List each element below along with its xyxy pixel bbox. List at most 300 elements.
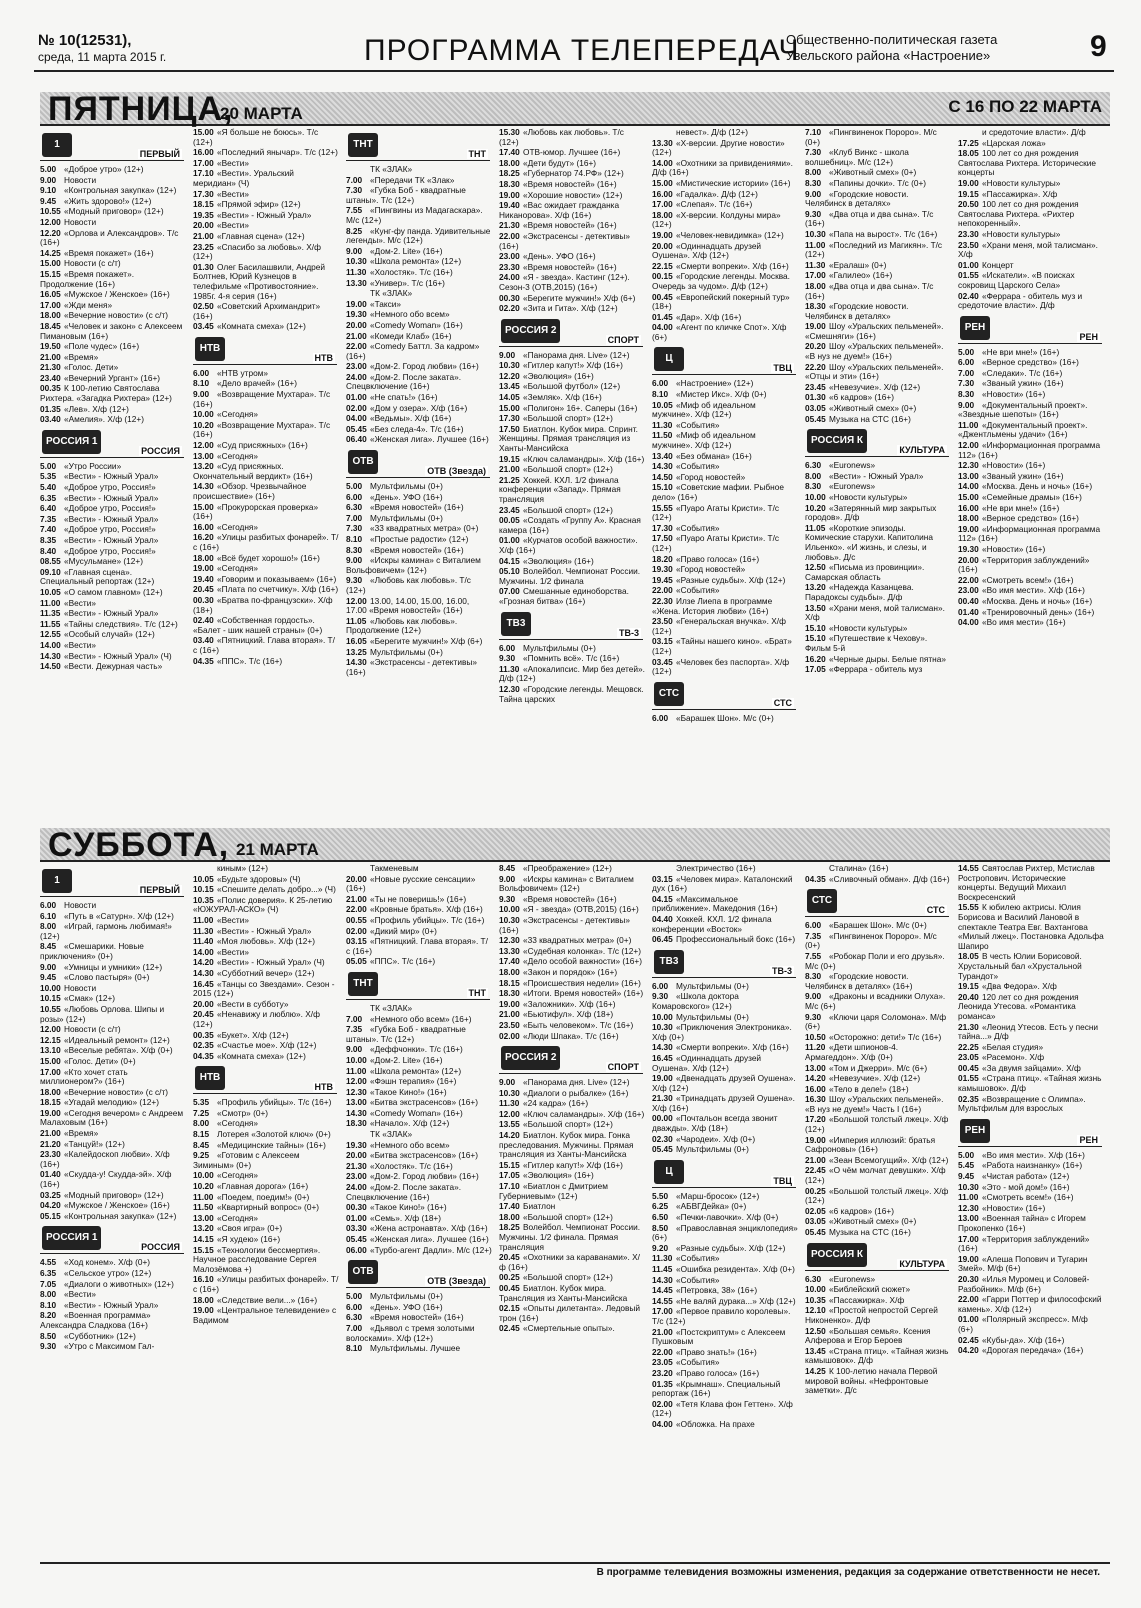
program-listing — [40, 599, 186, 609]
program-listing — [805, 1013, 951, 1032]
program-time: 11.05 — [805, 522, 826, 533]
program-title: Мультфильмы (0+) — [370, 512, 443, 523]
program-time: 5.00 — [40, 460, 57, 471]
program-title: «Черные дыры. Белые пятна» — [829, 653, 946, 664]
program-listing — [40, 609, 186, 619]
program-title: «Я - звезда». Кастинг (12+). Сезон-3 (ОТВ,2015) (16+) — [499, 272, 630, 292]
program-listing — [499, 1284, 645, 1303]
program-title: «Сегодня» — [217, 1170, 259, 1181]
program-time: 11.05 — [346, 615, 367, 626]
program-title: К 100-летию начала Первой мировой войны. «Нефронтовые заметки». Д/с — [805, 1365, 938, 1396]
program-listing — [346, 186, 492, 205]
program-title: «Первое правило королевы». Т/с (12+) — [652, 1306, 791, 1326]
program-time: 03.45 — [652, 656, 673, 667]
program-listing — [346, 546, 492, 556]
program-time: 22.00 — [652, 585, 673, 596]
program-time: 15.55 — [958, 902, 979, 913]
program-listing — [805, 634, 951, 653]
program-time: 7.25 — [193, 1107, 210, 1118]
program-time: 15.00 — [499, 402, 520, 413]
program-listing — [193, 896, 339, 915]
program-listing — [652, 714, 798, 724]
program-title: «За двумя зайцами». Х/ф — [982, 1062, 1081, 1073]
program-listing — [346, 425, 492, 435]
program-listing — [805, 1095, 951, 1114]
program-title: «Галилео» (16+) — [829, 270, 893, 281]
program-title: Лотерея «Золотой ключ» (0+) — [217, 1129, 331, 1140]
program-title: «Большой спорт» (12+) — [523, 504, 613, 515]
program-title: Олег Басилашвили, Андрей Болтнев, Юрий Кузнецов в телефильме «Противостояние». 1985г. 4-я серия (16+) — [193, 261, 326, 301]
program-time: 8.10 — [652, 389, 669, 400]
program-time: 05.45 — [346, 423, 367, 434]
program-time: 21.00 — [499, 464, 520, 475]
program-listing — [652, 1369, 798, 1379]
program-title: «Утро с Максимом Гал- — [64, 1341, 155, 1352]
channel-name: ПЕРВЫЙ — [139, 885, 180, 895]
program-listing — [346, 435, 492, 445]
program-title: «Своя игра» (0+) — [217, 1223, 283, 1234]
program-listing — [193, 379, 339, 389]
program-time: 13.20 — [193, 1223, 214, 1234]
program-listing — [958, 401, 1104, 420]
channel-logo-mark: РОССИЯ К — [807, 429, 867, 453]
program-time: 21.30 — [346, 1160, 367, 1171]
program-listing — [40, 1046, 186, 1056]
program-title: «Не спать!» (16+) — [370, 392, 438, 403]
program-title: «Это - мой дом!» (16+) — [982, 1181, 1070, 1192]
program-time: 08.55 — [40, 556, 61, 567]
program-time: 00.25 — [499, 1272, 520, 1283]
program-time: 22.45 — [805, 1165, 826, 1176]
program-title: «Искры камина» с Виталием Вольфовичем» (12+) — [346, 555, 481, 575]
program-time: 11.30 — [499, 1098, 520, 1109]
program-title: «Территория заблуждений» (16+) — [958, 1233, 1090, 1254]
program-time: 03.40 — [40, 414, 61, 425]
program-listing — [652, 313, 798, 323]
schedule-column — [40, 864, 186, 1558]
program-listing — [346, 206, 492, 225]
program-listing — [652, 190, 798, 200]
program-time: 5.35 — [193, 1097, 210, 1108]
program-title: «Невезучие». Х/ф (12+) — [829, 1073, 921, 1084]
program-listing — [652, 1192, 798, 1202]
program-title: «Город новостей» — [676, 471, 746, 482]
program-time: 6.00 — [652, 378, 669, 389]
program-time: 21.00 — [346, 893, 367, 904]
program-time: 13.40 — [652, 450, 673, 461]
program-time: 8.10 — [40, 1299, 57, 1310]
program-time: 18.05 — [958, 148, 979, 159]
program-listing — [40, 652, 186, 662]
program-time: 21.00 — [40, 351, 61, 362]
program-time: 04.00 — [652, 322, 673, 333]
program-listing — [958, 139, 1104, 149]
schedule-column — [346, 864, 492, 1558]
program-time: 22.00 — [346, 341, 367, 352]
program-time: 20.20 — [805, 341, 826, 352]
program-listing — [805, 972, 951, 991]
program-time: 5.00 — [958, 346, 975, 357]
program-time: 21.00 — [499, 1009, 520, 1020]
program-time: 7.05 — [40, 1278, 57, 1289]
program-title: «Умницы и умники» (12+) — [64, 961, 163, 972]
program-title: «Любовь как любовь». Т/с (12+) — [499, 128, 624, 147]
program-time: 03.15 — [652, 873, 673, 884]
program-listing — [499, 536, 645, 555]
program-listing — [958, 952, 1104, 981]
program-time: 19.00 — [346, 298, 367, 309]
program-time: 14.45 — [652, 1285, 673, 1296]
program-time: 19.15 — [499, 453, 520, 464]
program-title: «Тайны нашего кино». «Брат» (12+) — [652, 636, 792, 656]
program-listing — [346, 393, 492, 403]
channel-name: ТВЦ — [773, 363, 792, 374]
program-listing — [193, 159, 339, 169]
program-listing — [346, 257, 492, 267]
program-title: Мультфильмы (0+) — [523, 642, 596, 653]
program-listing — [805, 302, 951, 321]
program-title: «Семь». Х/ф (18+) — [370, 1212, 442, 1223]
program-time: 14.50 — [652, 471, 673, 482]
program-title: «Вести» - Южный Урал» — [829, 470, 924, 481]
program-listing — [193, 533, 339, 552]
program-listing — [499, 393, 645, 403]
program-title: «Феррара - обитель муз и средоточие власти». Д/ф — [958, 290, 1083, 311]
program-listing — [805, 482, 951, 492]
program-time: 19.40 — [499, 200, 520, 211]
program-time: 03.15 — [652, 636, 673, 647]
program-time: 04.00 — [958, 617, 979, 628]
program-listing — [958, 348, 1104, 358]
program-listing — [958, 1023, 1104, 1042]
program-time: 02.45 — [958, 1334, 979, 1345]
program-time: 15.10 — [652, 482, 673, 493]
program-listing — [652, 1224, 798, 1243]
program-title: «Жить здорово!» (12+) — [64, 195, 152, 206]
program-title: «Обзор. Чрезвычайное происшествие» (16+) — [193, 481, 307, 501]
program-time: 5.40 — [40, 482, 57, 493]
program-title: «Время новостей» (16+) — [370, 1312, 464, 1323]
program-time: 9.00 — [499, 349, 516, 360]
program-listing — [652, 242, 798, 261]
program-title: «Турбо-агент Дадли». М/с (12+) — [370, 1244, 492, 1255]
program-title: «Смерти вопреки». Х/ф (16+) — [676, 1042, 789, 1053]
program-listing — [499, 476, 645, 505]
program-title: «Не ври мне!» (16+) — [982, 502, 1060, 513]
program-time: 14.20 — [499, 1130, 520, 1141]
program-listing — [346, 1088, 492, 1098]
program-time: 01.55 — [958, 270, 979, 281]
program-title: «Улицы разбитых фонарей». Т/с (16+) — [193, 532, 339, 552]
program-listing — [346, 300, 492, 310]
program-title: «Возвращение Мухтара». Т/с (16+) — [193, 389, 331, 409]
program-listing — [499, 516, 645, 535]
program-listing — [346, 1303, 492, 1313]
program-listing — [652, 1286, 798, 1296]
program-title: «Смешарики. Новые приключения» (0+) — [40, 941, 144, 961]
program-time: 16.00 — [958, 502, 979, 513]
program-time: 05.45 — [805, 413, 826, 424]
program-listing — [805, 1115, 951, 1134]
channel-logo-mark: РОССИЯ К — [807, 1243, 867, 1267]
program-time: 13.45 — [499, 381, 520, 392]
program-title: Концерт — [982, 259, 1014, 270]
program-title: «Берегите мужчин!» Х/ф (6+) — [370, 635, 483, 646]
program-title: «Алеша Попович и Тугарин Змей». М/ф (6+) — [958, 1253, 1088, 1274]
program-title: В честь Юлии Борисовой. Хрустальный бал «Хрустальной Турандот» — [958, 951, 1082, 981]
program-listing — [193, 1306, 339, 1325]
program-time: 15.00 — [958, 492, 979, 502]
program-listing — [805, 1064, 951, 1074]
program-title: ОТВ-юмор. Лучшее (16+) — [523, 147, 621, 158]
program-time: 20.00 — [193, 220, 214, 231]
program-time: 12.55 — [40, 629, 61, 640]
program-listing — [958, 369, 1104, 379]
program-listing — [652, 1013, 798, 1023]
channel-logo — [805, 887, 949, 917]
program-listing — [958, 1204, 1104, 1214]
program-time: 18.00 — [652, 209, 673, 220]
program-title: Илзе Лиепа в программе «Жена. История любви» (16+) — [652, 595, 773, 616]
program-listing — [346, 165, 492, 175]
program-listing — [958, 271, 1104, 290]
program-listing — [193, 322, 339, 332]
program-time: 24.00 — [499, 272, 520, 283]
program-listing — [193, 369, 339, 379]
program-listing — [499, 404, 645, 414]
program-title: «Немного обо всем» — [370, 1139, 450, 1150]
program-title: «Быть человеком». Т/с (16+) — [523, 1019, 634, 1030]
program-time: 18.00 — [193, 1294, 214, 1305]
channel-logo-mark: РЕН — [960, 316, 990, 340]
channel-name: СПОРТ — [607, 1062, 639, 1073]
program-title: «Спасибо за любовь». Х/ф (12+) — [193, 241, 321, 262]
program-time: 5.00 — [958, 1149, 975, 1160]
program-time: 21.20 — [40, 1138, 61, 1149]
program-listing — [40, 588, 186, 598]
program-time: 15.00 — [40, 258, 61, 269]
program-time: 18.30 — [499, 178, 520, 189]
program-title: «Зита и Гита». Х/ф (12+) — [523, 303, 618, 314]
program-listing — [499, 1213, 645, 1223]
program-time: 16.05 — [346, 635, 367, 646]
program-time: 9.30 — [805, 1011, 822, 1022]
program-title: «Большой толстый лжец». Х/ф (12+) — [805, 1185, 949, 1206]
program-title: «Губернатор 74.РФ» (12+) — [523, 168, 624, 179]
program-time: 15.30 — [499, 128, 520, 137]
program-time: 8.15 — [193, 1129, 210, 1140]
program-title: и средоточие власти». Д/ф — [982, 128, 1086, 137]
program-time: 20.00 — [193, 998, 214, 1009]
program-title: «Полигон» 16+. Саперы (16+) — [523, 402, 638, 413]
program-time: 6.00 — [652, 712, 669, 723]
program-listing — [499, 506, 645, 516]
program-time: 19.15 — [958, 981, 979, 992]
program-title: «Простые радости» (12+) — [370, 534, 469, 544]
program-title: «Бьютифул». Х/ф (18+) — [523, 1009, 614, 1020]
program-listing — [40, 1342, 186, 1352]
program-title: «Модный приговор» (12+) — [64, 1189, 164, 1200]
program-title: «Ошибка резидента». Х/ф (0+) — [676, 1264, 795, 1274]
program-title: «Москва. День и ночь» (16+) — [982, 595, 1093, 606]
program-title: «Время новостей» (16+) — [523, 220, 617, 231]
program-time: 6.00 — [652, 980, 669, 991]
program-listing — [958, 504, 1104, 514]
program-listing — [193, 232, 339, 242]
program-listing — [652, 379, 798, 389]
program-listing — [193, 1141, 339, 1151]
program-time: 23.45 — [805, 381, 826, 392]
program-time: 18.00 — [40, 1086, 61, 1097]
channel-logo — [193, 1064, 337, 1094]
program-time: 13.50 — [805, 602, 826, 613]
program-time: 00.35 — [193, 1029, 214, 1040]
program-time: 10.20 — [805, 502, 826, 513]
program-listing — [499, 1253, 645, 1272]
program-listing — [40, 1290, 186, 1300]
program-time: 12.00 — [346, 595, 367, 606]
program-listing — [193, 1182, 339, 1192]
channel-logo-mark: Ц — [654, 1160, 684, 1184]
program-title: «Обложка. На прахе — [676, 1418, 755, 1429]
program-title: «Главная сцена». Специальный репортаж (12+) — [40, 566, 155, 587]
program-title: «Спешите делать добро...» (Ч) — [217, 884, 336, 895]
program-title: «Доброе утро, Россия!» — [64, 503, 156, 514]
channel-name: ТВ-3 — [619, 627, 639, 638]
program-title: «Дикий мир» (0+) — [370, 925, 437, 936]
program-listing — [499, 294, 645, 304]
schedule-column — [40, 128, 186, 818]
program-listing — [499, 895, 645, 905]
program-title: «Comedy Woman» (16+) — [370, 1107, 463, 1118]
program-listing — [193, 864, 339, 874]
program-time: 9.00 — [346, 245, 363, 256]
program-listing — [958, 1346, 1104, 1356]
program-listing — [652, 323, 798, 342]
program-time: 5.45 — [958, 1160, 975, 1171]
program-title: «Орлова и Александров». Т/с (16+) — [40, 227, 179, 248]
program-title: «Верное средство» (16+) — [982, 513, 1079, 524]
program-time: 12.00 — [40, 216, 61, 227]
program-time: 02.00 — [499, 1030, 520, 1041]
program-listing — [652, 1202, 798, 1212]
program-title: Смешанные единоборства. «Грозная битва» (16+) — [499, 586, 629, 606]
program-listing — [652, 139, 798, 158]
program-time: 12.50 — [805, 1325, 826, 1336]
program-time: 14.30 — [346, 657, 367, 668]
program-title: «Человек мира». Каталонский дух (16+) — [652, 873, 793, 894]
program-title: «Курчатов особой важности». Х/ф (16+) — [499, 535, 638, 555]
program-title: «Чистая работа» (12+) — [982, 1171, 1070, 1182]
program-listing — [652, 875, 798, 894]
schedule-column — [958, 128, 1104, 818]
program-listing — [805, 322, 951, 341]
program-title: «Путешествие к Чехову». Фильм 5-й — [805, 633, 928, 653]
program-time: 01.00 — [958, 259, 979, 270]
program-time: 13.55 — [499, 1119, 520, 1130]
program-title: «Контрольная закупка» (12+) — [64, 185, 177, 196]
program-title: «Идеальный ремонт» (12+) — [64, 1034, 170, 1045]
program-listing — [499, 1010, 645, 1020]
program-title: «Дом у озера». Х/ф (16+) — [370, 402, 468, 413]
program-listing — [346, 1056, 492, 1066]
program-title: «Большая семья». Ксения Алферова и Егор Бероев — [805, 1325, 931, 1346]
program-time: 23.25 — [193, 241, 214, 252]
program-title: «Контрольная закупка» (12+) — [64, 1210, 177, 1221]
program-time: 9.10 — [40, 185, 57, 196]
program-listing — [652, 200, 798, 210]
program-time: 7.30 — [805, 147, 822, 158]
program-listing — [958, 200, 1104, 229]
program-time: 8.25 — [346, 225, 363, 236]
program-title: «Печки-лавочки». Х/ф (0+) — [676, 1212, 779, 1223]
page-header — [34, 28, 1114, 72]
program-time: 6.00 — [805, 920, 822, 931]
program-listing — [40, 1280, 186, 1290]
program-listing — [805, 1074, 951, 1084]
program-listing — [652, 128, 798, 138]
program-listing — [499, 905, 645, 915]
program-listing — [40, 662, 186, 672]
day-date: 21 МАРТА — [236, 840, 319, 859]
program-listing — [805, 342, 951, 361]
saturday-banner — [40, 828, 1110, 862]
program-title: «Гарри Поттер и философский камень». Х/ф (12+) — [958, 1294, 1102, 1314]
program-title: «Веселые ребята». Х/ф (0+) — [64, 1045, 173, 1056]
program-title: «Вести» - Южный Урал» — [64, 608, 159, 619]
program-title: «Любовь Орлова. Шипы и розы» (12+) — [40, 1003, 165, 1024]
program-time: 15.15 — [40, 268, 61, 279]
program-time: 19.40 — [193, 573, 214, 584]
program-title: «Храни меня, мой талисман». Х/ф — [958, 239, 1098, 260]
schedule-column — [346, 128, 492, 818]
program-title: «Письма из провинции». Самарская область — [805, 562, 925, 582]
program-title: «Охотники за караванами». Х/ф (16+) — [499, 1252, 640, 1272]
schedule-column — [499, 128, 645, 818]
program-listing — [805, 1043, 951, 1062]
channel-logo — [652, 345, 796, 375]
program-time: 04.40 — [652, 913, 673, 924]
program-listing — [193, 462, 339, 481]
program-listing — [346, 1224, 492, 1234]
program-listing — [805, 1367, 951, 1396]
program-listing — [346, 864, 492, 874]
program-time: 24.00 — [346, 371, 367, 382]
program-listing — [40, 1311, 186, 1330]
program-time: 02.35 — [958, 1093, 979, 1104]
program-listing — [40, 942, 186, 961]
program-time: 16.05 — [40, 289, 61, 300]
program-time: 13.30 — [652, 137, 673, 148]
program-title: «Храни меня, мой талисман». Х/ф — [805, 602, 945, 623]
channel-logo — [499, 1044, 643, 1074]
program-time: 21.00 — [652, 1326, 673, 1337]
program-time: 16.45 — [193, 978, 214, 989]
program-time: 04.20 — [958, 1345, 979, 1356]
program-time: 7.00 — [346, 174, 363, 185]
program-time: 7.40 — [40, 524, 57, 535]
program-time: 14.30 — [652, 461, 673, 472]
program-time: 01.30 — [193, 261, 214, 272]
program-title: «Следствие вели...» (16+) — [217, 1294, 318, 1305]
program-title: «Передачи ТК «Злак» — [370, 174, 455, 185]
program-listing — [499, 587, 645, 606]
program-title: К юбилею актрисы. Юлия Борисова и Василий Лановой в спектакле Театра Евг. Вахтангова «Милый лжец». Постановка Адольфа Шапиро — [958, 902, 1104, 951]
program-title: «Деффчонки». Т/с (16+) — [370, 1044, 463, 1055]
program-time: 9.00 — [193, 389, 210, 400]
program-time: 01.00 — [958, 1314, 979, 1325]
program-time: 9.30 — [499, 893, 516, 904]
